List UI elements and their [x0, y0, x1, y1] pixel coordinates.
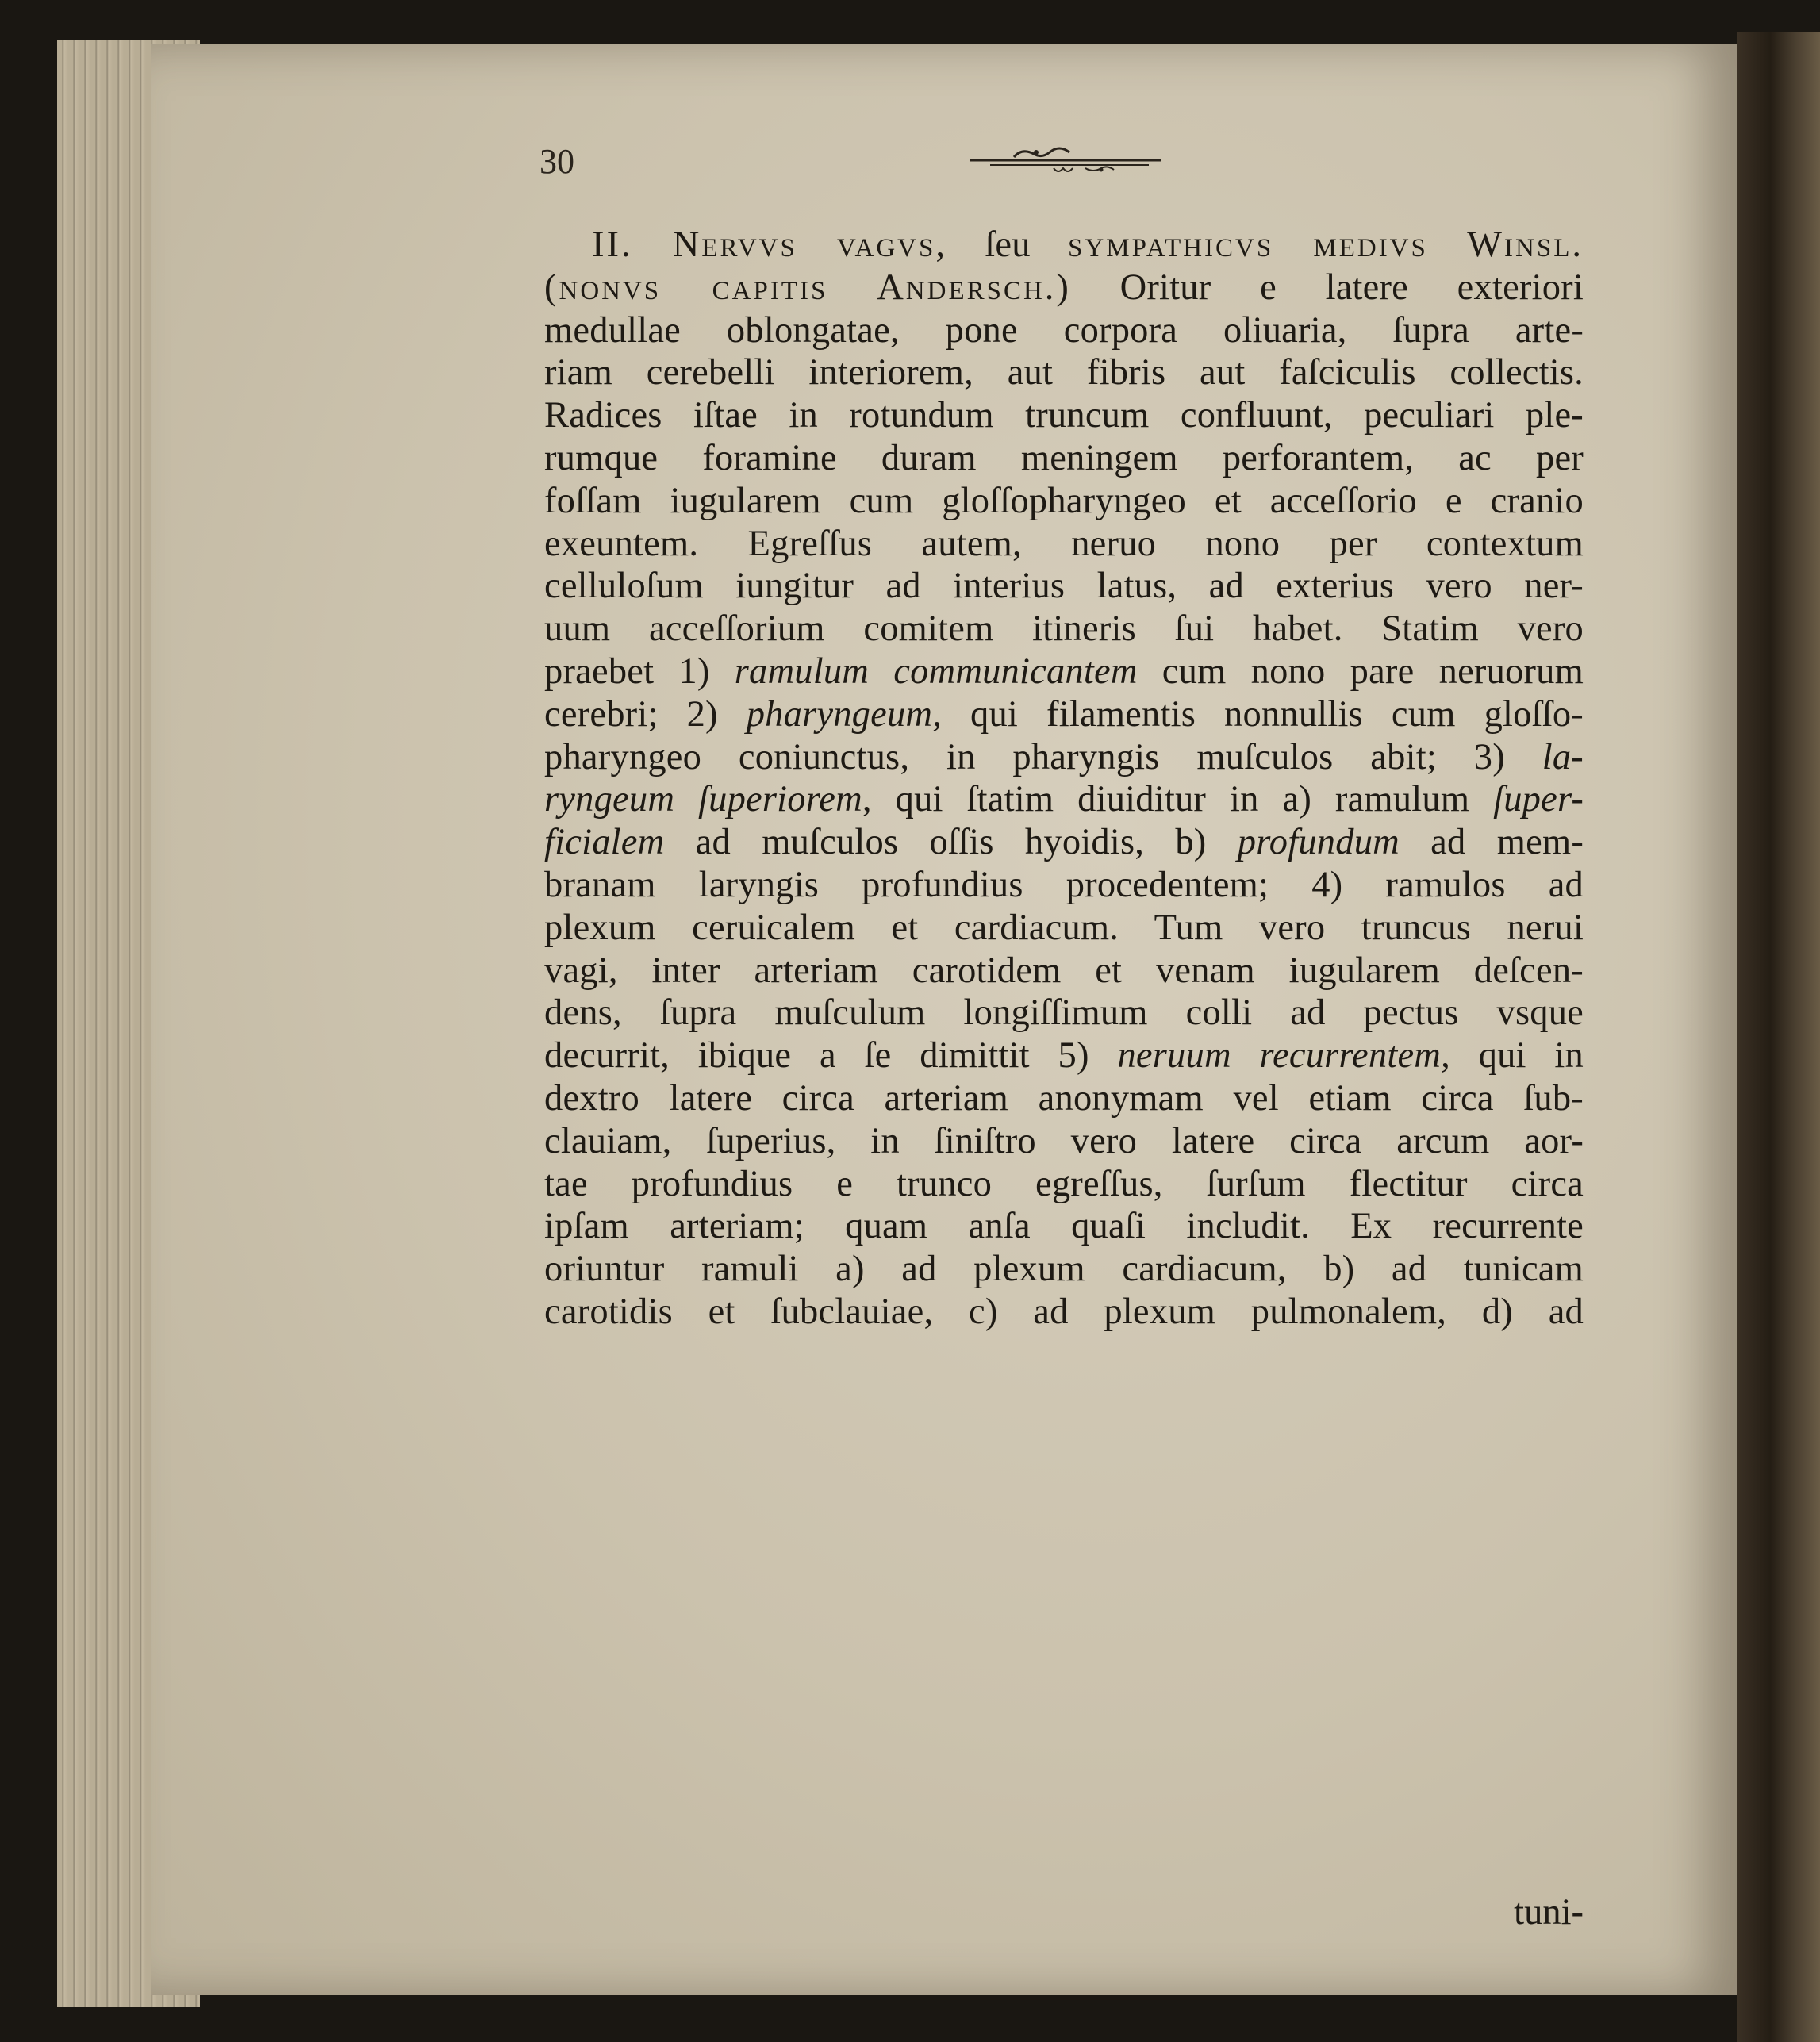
text-segment: cum nono pare neruorum: [1137, 651, 1584, 692]
text-line: [544, 1034, 1584, 1077]
italic-text: ryngeum ſuperiorem: [544, 779, 862, 820]
header-ornament-icon: [966, 141, 1165, 181]
italic-text: neruum recurrentem: [1117, 1035, 1442, 1077]
text-line: [544, 309, 1584, 352]
text-segment: tae profundius e trunco egreſſus, ſurſum flectitur circa: [544, 1163, 1584, 1204]
text-segment: clauiam, ſuperius, in ſiniſtro vero latere circa arcum aor-: [544, 1120, 1584, 1161]
text-line: [544, 565, 1584, 608]
text-segment: oriuntur ramuli a) ad plexum cardiacum, b) ad tunicam: [544, 1249, 1584, 1290]
text-line: [544, 821, 1584, 864]
text-segment: praebet 1): [544, 651, 735, 692]
text-line: [544, 480, 1584, 523]
text-segment: uum acceſſorium comitem itineris ſui habet. Statim vero: [544, 608, 1584, 650]
text-segment: ſeu: [947, 225, 1069, 265]
text-line: [544, 1291, 1584, 1334]
text-segment: Oritur e latere exteriori: [1070, 267, 1584, 308]
italic-text: ficialem: [544, 822, 665, 863]
book-gutter: [1737, 32, 1820, 2042]
text-line: [544, 864, 1584, 907]
text-segment: ad muſculos oſſis hyoidis, b): [664, 822, 1238, 863]
italic-text: ramulum communicantem: [734, 651, 1138, 692]
text-segment: exeuntem. Egreſſus autem, neruo nono per contextum: [544, 523, 1584, 564]
text-segment: cerebri; 2): [544, 693, 747, 735]
text-segment: dens, ſupra muſculum longiſſimum colli ad pectus vsque: [544, 992, 1584, 1034]
page-number: 30: [539, 142, 574, 181]
text-line: [544, 394, 1584, 437]
text-segment: branam laryngis profundius procedentem; 4) ramulos ad: [544, 864, 1584, 905]
italic-text: pharyngeum,: [746, 693, 943, 735]
text-segment: Radices iſtae in rotundum truncum confluunt, peculiari ple-: [544, 395, 1584, 436]
catchword: tuni-: [1514, 1892, 1584, 1933]
text-line: [544, 651, 1584, 693]
italic-text: ſuper-: [1493, 779, 1584, 820]
text-line: [544, 1248, 1584, 1291]
text-segment: rumque foramine duram meningem perforantem, ac per: [544, 437, 1584, 478]
text-segment: ipſam arteriam; quam anſa quaſi includit. Ex recurrente: [544, 1206, 1584, 1247]
text-segment: decurrit, ibique a ſe dimittit 5): [544, 1035, 1118, 1077]
text-line: [544, 1120, 1584, 1163]
text-segment: vagi, inter arteriam carotidem et venam iugularem deſcen-: [544, 950, 1584, 991]
text-line: [544, 267, 1584, 309]
text-segment: dextro latere circa arteriam anonymam vel etiam circa ſub-: [544, 1077, 1584, 1119]
italic-text: la-: [1542, 736, 1584, 777]
italic-text: profundum: [1237, 822, 1400, 863]
text-line: [544, 1077, 1584, 1120]
text-line: [544, 437, 1584, 480]
text-line: [544, 907, 1584, 950]
text-segment: , qui ſtatim diuiditur in a) ramulum: [862, 779, 1494, 820]
text-line: [544, 351, 1584, 394]
small-caps-text: sympathicvs medivs Winsl.: [1068, 225, 1584, 265]
text-line: [544, 608, 1584, 651]
small-caps-text: II. Nervvs vagvs,: [592, 225, 947, 265]
text-segment: foſſam iugularem cum gloſſopharyngeo et acceſſorio e cranio: [544, 480, 1584, 521]
text-line: [544, 1205, 1584, 1248]
text-line: [544, 1163, 1584, 1206]
small-caps-text: (nonvs capitis Andersch.): [544, 267, 1071, 308]
text-line: [544, 992, 1584, 1034]
text-line: [544, 693, 1584, 736]
text-line: [544, 778, 1584, 821]
text-segment: carotidis et ſubclauiae, c) ad plexum pulmonalem, d) ad: [544, 1291, 1584, 1332]
text-line: [544, 224, 1584, 267]
text-segment: , qui in: [1441, 1035, 1584, 1077]
text-segment: ad mem-: [1399, 822, 1584, 863]
text-segment: pharyngeo coniunctus, in pharyngis muſculos abit; 3): [544, 736, 1542, 777]
text-line: [544, 523, 1584, 566]
text-segment: celluloſum iungitur ad interius latus, ad exterius vero ner-: [544, 566, 1584, 607]
text-segment: plexum ceruicalem et cardiacum. Tum vero truncus nerui: [544, 907, 1584, 948]
text-segment: medullae oblongatae, pone corpora oliuaria, ſupra arte-: [544, 309, 1584, 351]
text-segment: qui filamentis nonnullis cum gloſſo-: [942, 693, 1584, 735]
body-text: [544, 224, 1584, 1334]
text-line: [544, 950, 1584, 992]
text-segment: riam cerebelli interiorem, aut fibris aut faſciculis collectis.: [544, 352, 1584, 393]
text-line: [544, 736, 1584, 779]
